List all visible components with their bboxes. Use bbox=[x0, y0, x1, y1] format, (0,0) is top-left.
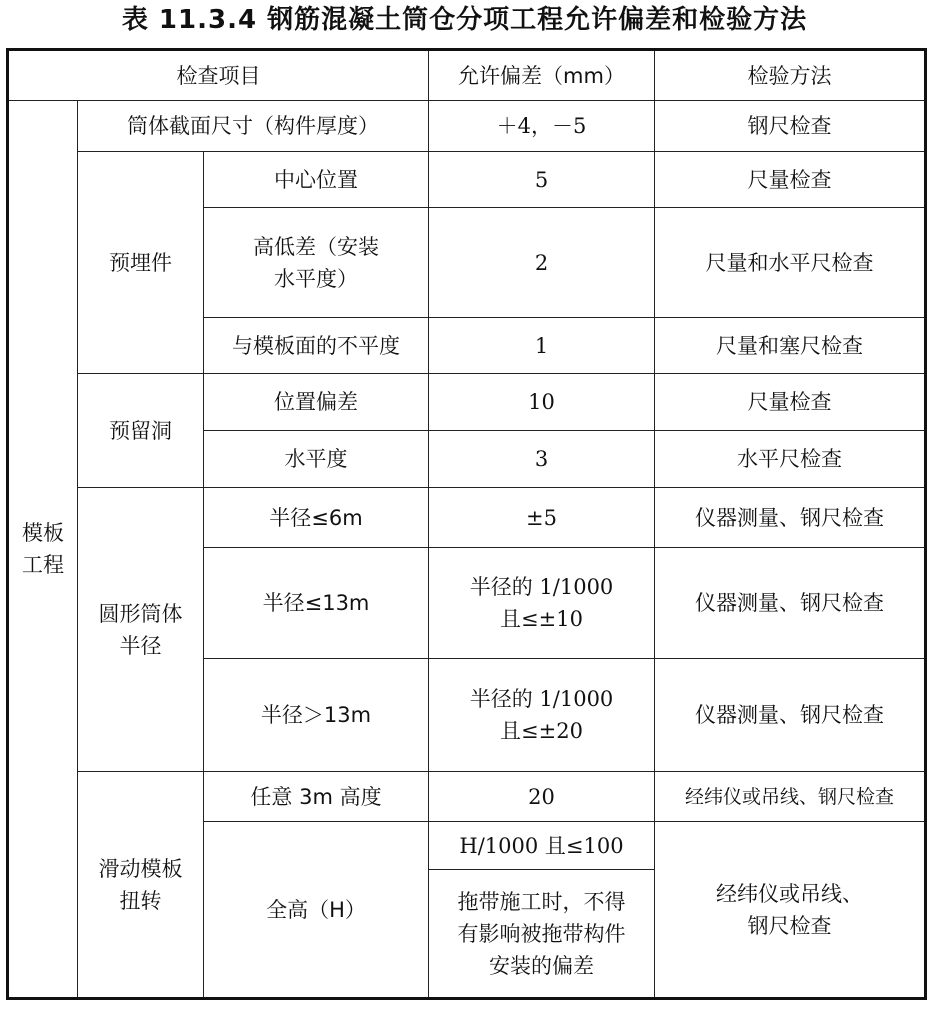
table-row bbox=[8, 772, 926, 822]
row-name: 位置偏差 bbox=[204, 374, 429, 431]
row-tolerance: ＋4，－5 bbox=[429, 101, 655, 152]
row-tolerance: 半径的 1/1000 且≤±20 bbox=[429, 659, 655, 772]
category-label: 滑动模板 扭转 bbox=[78, 772, 204, 999]
table-title: 表 11.3.4 钢筋混凝土筒仓分项工程允许偏差和检验方法 bbox=[121, 5, 808, 35]
row-method: 尺量检查 bbox=[655, 374, 926, 431]
row-tolerance: H/1000 且≤100 bbox=[429, 822, 655, 870]
row-method: 尺量和水平尺检查 bbox=[655, 208, 926, 318]
row-method: 尺量和塞尺检查 bbox=[655, 318, 926, 374]
row-name: 中心位置 bbox=[204, 152, 429, 208]
group-label: 模板 工程 bbox=[8, 101, 78, 999]
row-tolerance: ±5 bbox=[429, 488, 655, 548]
row-name: 半径≤13m bbox=[204, 548, 429, 659]
tolerance-table bbox=[6, 48, 927, 1000]
row-tolerance: 2 bbox=[429, 208, 655, 318]
row-method: 钢尺检查 bbox=[655, 101, 926, 152]
category-label: 预留洞 bbox=[78, 374, 204, 488]
table-row bbox=[8, 101, 926, 152]
row-tolerance: 半径的 1/1000 且≤±10 bbox=[429, 548, 655, 659]
row-method: 仪器测量、钢尺检查 bbox=[655, 548, 926, 659]
header-item: 检查项目 bbox=[8, 50, 429, 101]
row-method: 水平尺检查 bbox=[655, 431, 926, 488]
table-row bbox=[8, 488, 926, 548]
row-name: 与模板面的不平度 bbox=[204, 318, 429, 374]
table-row bbox=[8, 374, 926, 431]
row-tolerance: 1 bbox=[429, 318, 655, 374]
row-method: 仪器测量、钢尺检查 bbox=[655, 659, 926, 772]
row-name: 筒体截面尺寸（构件厚度） bbox=[78, 101, 429, 152]
header-row bbox=[8, 50, 926, 101]
row-name: 半径≤6m bbox=[204, 488, 429, 548]
header-method: 检验方法 bbox=[655, 50, 926, 101]
header-tolerance: 允许偏差（mm） bbox=[429, 50, 655, 101]
row-method: 尺量检查 bbox=[655, 152, 926, 208]
row-tolerance: 20 bbox=[429, 772, 655, 822]
row-tolerance-note: 拖带施工时，不得 有影响被拖带构件 安装的偏差 bbox=[429, 870, 655, 999]
row-tolerance: 5 bbox=[429, 152, 655, 208]
row-name: 半径＞13m bbox=[204, 659, 429, 772]
row-method: 仪器测量、钢尺检查 bbox=[655, 488, 926, 548]
row-name: 全高（H） bbox=[204, 822, 429, 999]
row-tolerance: 3 bbox=[429, 431, 655, 488]
row-tolerance: 10 bbox=[429, 374, 655, 431]
row-name: 任意 3m 高度 bbox=[204, 772, 429, 822]
row-method: 经纬仪或吊线、钢尺检查 bbox=[655, 772, 926, 822]
category-label: 圆形筒体 半径 bbox=[78, 488, 204, 772]
table-row bbox=[8, 152, 926, 208]
row-name: 高低差（安装 水平度） bbox=[204, 208, 429, 318]
category-label: 预埋件 bbox=[78, 152, 204, 374]
row-method: 经纬仪或吊线、 钢尺检查 bbox=[655, 822, 926, 999]
row-name: 水平度 bbox=[204, 431, 429, 488]
